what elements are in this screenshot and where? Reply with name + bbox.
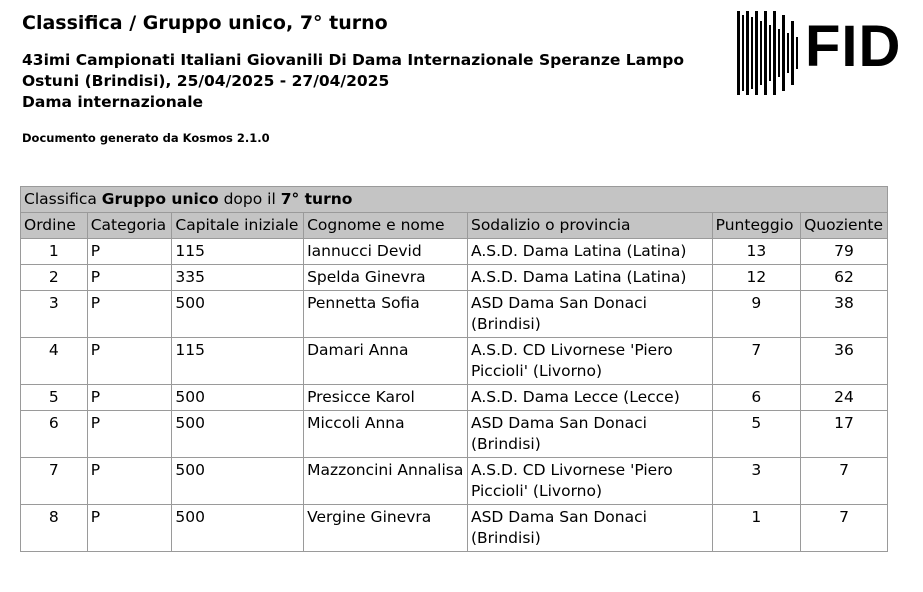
column-header: Quoziente bbox=[801, 213, 888, 239]
cell-quoziente: 17 bbox=[801, 411, 888, 458]
table-row bbox=[21, 265, 888, 291]
cell-punteggio: 6 bbox=[712, 385, 800, 411]
cell-capitale: 500 bbox=[172, 411, 304, 458]
cell-sodalizio: A.S.D. CD Livornese 'Piero Piccioli' (Livorno) bbox=[467, 458, 712, 505]
event-place-dates: Ostuni (Brindisi), 25/04/2025 - 27/04/2025 bbox=[22, 72, 390, 90]
cell-categoria: P bbox=[87, 265, 172, 291]
document-header bbox=[22, 10, 702, 145]
event-name: 43imi Campionati Italiani Giovanili Di Dama Internazionale Speranze Lampo bbox=[22, 51, 685, 69]
table-row bbox=[21, 385, 888, 411]
standings-table bbox=[20, 186, 888, 552]
column-header: Capitale iniziale bbox=[172, 213, 304, 239]
cell-quoziente: 79 bbox=[801, 239, 888, 265]
cell-categoria: P bbox=[87, 338, 172, 385]
cell-ordine: 6 bbox=[21, 411, 88, 458]
cell-categoria: P bbox=[87, 505, 172, 552]
column-header: Punteggio bbox=[712, 213, 800, 239]
cell-nome: Pennetta Sofia bbox=[304, 291, 468, 338]
table-caption-row bbox=[21, 187, 888, 213]
cell-sodalizio: A.S.D. Dama Latina (Latina) bbox=[467, 265, 712, 291]
cell-nome: Miccoli Anna bbox=[304, 411, 468, 458]
cell-quoziente: 62 bbox=[801, 265, 888, 291]
cell-punteggio: 12 bbox=[712, 265, 800, 291]
cell-capitale: 500 bbox=[172, 505, 304, 552]
column-header: Categoria bbox=[87, 213, 172, 239]
cell-punteggio: 5 bbox=[712, 411, 800, 458]
cell-punteggio: 1 bbox=[712, 505, 800, 552]
cell-capitale: 500 bbox=[172, 458, 304, 505]
cell-sodalizio: A.S.D. CD Livornese 'Piero Piccioli' (Livorno) bbox=[467, 338, 712, 385]
cell-capitale: 335 bbox=[172, 265, 304, 291]
table-row bbox=[21, 239, 888, 265]
cell-sodalizio: ASD Dama San Donaci (Brindisi) bbox=[467, 505, 712, 552]
cell-capitale: 115 bbox=[172, 338, 304, 385]
cell-punteggio: 3 bbox=[712, 458, 800, 505]
cell-punteggio: 9 bbox=[712, 291, 800, 338]
table-row bbox=[21, 338, 888, 385]
fid-logo-text: FID bbox=[805, 14, 902, 79]
cell-sodalizio: ASD Dama San Donaci (Brindisi) bbox=[467, 411, 712, 458]
cell-quoziente: 38 bbox=[801, 291, 888, 338]
cell-nome: Presicce Karol bbox=[304, 385, 468, 411]
cell-punteggio: 13 bbox=[712, 239, 800, 265]
cell-categoria: P bbox=[87, 239, 172, 265]
table-row bbox=[21, 505, 888, 552]
cell-categoria: P bbox=[87, 291, 172, 338]
generator-note: Documento generato da Kosmos 2.1.0 bbox=[22, 131, 270, 145]
page-title: Classifica / Gruppo unico, 7° turno bbox=[22, 12, 388, 34]
cell-categoria: P bbox=[87, 458, 172, 505]
event-discipline: Dama internazionale bbox=[22, 93, 204, 111]
cell-punteggio: 7 bbox=[712, 338, 800, 385]
cell-ordine: 1 bbox=[21, 239, 88, 265]
cell-nome: Vergine Ginevra bbox=[304, 505, 468, 552]
cell-sodalizio: A.S.D. Dama Lecce (Lecce) bbox=[467, 385, 712, 411]
cell-ordine: 7 bbox=[21, 458, 88, 505]
table-row bbox=[21, 291, 888, 338]
cell-quoziente: 7 bbox=[801, 458, 888, 505]
cell-sodalizio: A.S.D. Dama Latina (Latina) bbox=[467, 239, 712, 265]
cell-nome: Spelda Ginevra bbox=[304, 265, 468, 291]
fid-logo bbox=[737, 11, 902, 95]
column-header: Sodalizio o provincia bbox=[467, 213, 712, 239]
table-row bbox=[21, 458, 888, 505]
cell-categoria: P bbox=[87, 411, 172, 458]
cell-ordine: 5 bbox=[21, 385, 88, 411]
cell-ordine: 3 bbox=[21, 291, 88, 338]
cell-categoria: P bbox=[87, 385, 172, 411]
cell-quoziente: 24 bbox=[801, 385, 888, 411]
cell-capitale: 115 bbox=[172, 239, 304, 265]
table-caption: Classifica Gruppo unico dopo il 7° turno bbox=[21, 187, 888, 213]
column-header: Ordine bbox=[21, 213, 88, 239]
cell-nome: Iannucci Devid bbox=[304, 239, 468, 265]
cell-sodalizio: ASD Dama San Donaci (Brindisi) bbox=[467, 291, 712, 338]
event-info bbox=[22, 50, 702, 113]
table-body bbox=[21, 239, 888, 552]
table-row bbox=[21, 411, 888, 458]
fid-logo-stripes-icon bbox=[737, 11, 799, 95]
cell-ordine: 8 bbox=[21, 505, 88, 552]
cell-capitale: 500 bbox=[172, 385, 304, 411]
cell-ordine: 2 bbox=[21, 265, 88, 291]
caption-group: Gruppo unico bbox=[101, 190, 219, 208]
cell-nome: Mazzoncini Annalisa bbox=[304, 458, 468, 505]
cell-capitale: 500 bbox=[172, 291, 304, 338]
cell-ordine: 4 bbox=[21, 338, 88, 385]
cell-nome: Damari Anna bbox=[304, 338, 468, 385]
table-header-row bbox=[21, 213, 888, 239]
cell-quoziente: 7 bbox=[801, 505, 888, 552]
column-header: Cognome e nome bbox=[304, 213, 468, 239]
caption-round: 7° turno bbox=[280, 190, 353, 208]
cell-quoziente: 36 bbox=[801, 338, 888, 385]
